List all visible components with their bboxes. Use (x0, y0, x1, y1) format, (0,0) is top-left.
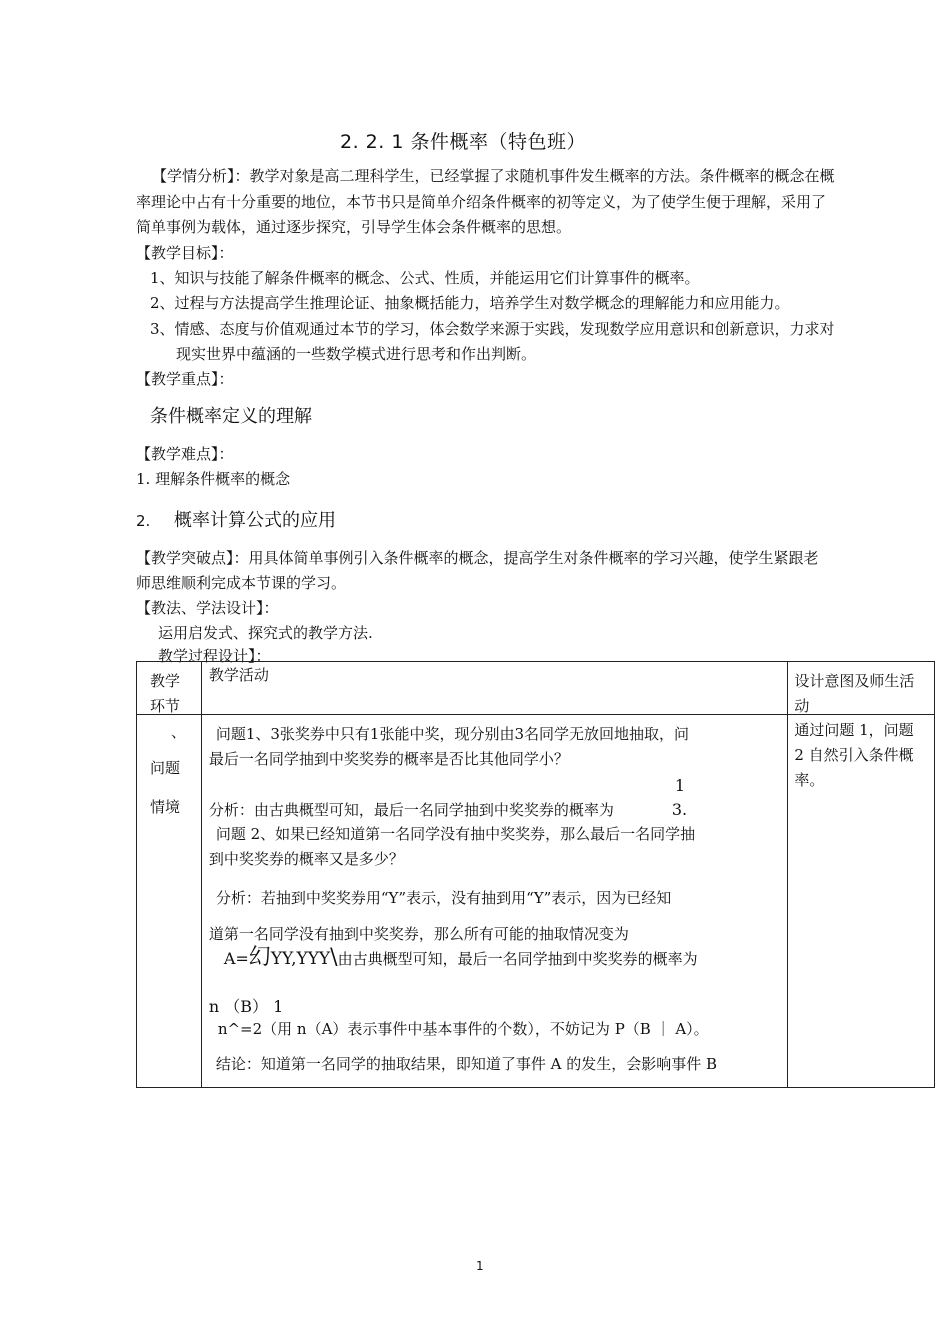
breakthrough-line-1: 【教学突破点】：用具体简单事例引入条件概率的概念，提高学生对条件概率的学习兴趣，使学生紧跟老 (136, 549, 819, 567)
header-stage-line-1: 教学 (150, 672, 181, 690)
analysis-2-line-1: 分析：若抽到中奖奖券用“Y”表示，没有抽到用“Y”表示，因为已经知 (215, 889, 672, 907)
analysis-1-text: 分析：由古典概型可知，最后一名同学抽到中奖奖券的概率为 (208, 801, 614, 819)
analysis-line-3: 简单事例为载体，通过逐步探究，引导学生体会条件概率的思想。 (136, 218, 572, 236)
question-1-line-2: 最后一名同学抽到中奖奖券的概率是否比其他同学小？ (208, 750, 569, 768)
question-1-line-1: 问题1、3张奖券中只有1张能中奖，现分别由3名同学无放回地抽取，问 (215, 725, 690, 743)
difficulty-item-2-number: 2. (136, 512, 151, 530)
table-row (137, 715, 935, 1088)
analysis-2-line-2: 道第一名同学没有抽到中奖奖券，那么所有可能的抽取情况变为 (208, 925, 629, 943)
formula-top: n （B） 1 (208, 997, 284, 1016)
difficulty-item-2-text: 概率计算公式的应用 (174, 510, 336, 531)
header-activity-cell (201, 662, 788, 715)
goal-item-1: 1、知识与技能了解条件概率的概念、公式、性质，并能运用它们计算事件的概率。 (150, 269, 700, 287)
set-prefix: A= (223, 949, 249, 968)
key-points-heading: 【教学重点】： (136, 370, 234, 388)
fraction-numerator: 1 (674, 776, 686, 795)
formula-line: n^=2（用 n（A）表示事件中基本事件的个数），不妨记为 P（B ｜ A）。 (217, 1020, 709, 1038)
design-intent-cell (788, 715, 935, 1088)
analysis-line-1: 【学情分析】：教学对象是高二理科学生，已经掌握了求随机事件发生概率的方法。条件概率的概念在概 (152, 167, 835, 185)
fraction-denominator: 3. (671, 800, 688, 819)
difficulties-heading: 【教学难点】： (136, 445, 234, 463)
design-line-2: 2 自然引入条件概 (794, 746, 914, 764)
stage-cell (137, 715, 202, 1088)
key-points-content: 条件概率定义的理解 (150, 406, 312, 427)
set-glyph: 幻 (248, 945, 271, 970)
set-items: YY,YYY (270, 949, 331, 969)
lesson-process-table (136, 661, 935, 1088)
activity-cell (201, 715, 788, 1088)
goal-item-3-line-1: 3、情感、态度与价值观通过本节的学习，体会数学来源于实践，发现数学应用意识和创新意识，力求对 (150, 320, 835, 338)
process-heading: 教学过程设计】： (158, 647, 271, 665)
header-design-line-2: 动 (794, 697, 810, 715)
page-number: 1 (476, 1259, 484, 1273)
page-title: 2. 2. 1 条件概率（特色班） (340, 131, 586, 153)
set-followup-text: 由古典概型可知，最后一名同学抽到中奖奖券的概率为 (337, 950, 698, 968)
table-header-row (137, 662, 935, 715)
set-brace-glyph: \ (330, 945, 338, 970)
design-line-3: 率。 (794, 771, 825, 789)
method-content: 运用启发式、探究式的教学方法. (158, 624, 373, 642)
question-2-line-1: 问题 2、如果已经知道第一名同学没有抽中奖奖券，那么最后一名同学抽 (215, 825, 696, 843)
difficulty-item-1: 1. 理解条件概率的概念 (136, 470, 291, 488)
analysis-line-2: 率理论中占有十分重要的地位，本节书只是简单介绍条件概率的初等定义，为了使学生便于理解，采用了 (136, 193, 827, 211)
breakthrough-line-2: 师思维顺利完成本节课的学习。 (136, 574, 347, 592)
method-heading: 【教法、学法设计】： (136, 599, 279, 617)
header-activity-label: 教学活动 (208, 666, 269, 684)
goal-item-2: 2、过程与方法提高学生推理论证、抽象概括能力，培养学生对数学概念的理解能力和应用能力。 (150, 294, 790, 312)
goal-item-3-line-2: 现实世界中蕴涵的一些数学模式进行思考和作出判断。 (176, 345, 537, 363)
question-2-line-2: 到中奖奖券的概率又是多少？ (208, 850, 404, 868)
goals-heading: 【教学目标】： (136, 244, 234, 262)
header-stage-cell (137, 662, 202, 715)
stage-mark: 、 (171, 723, 187, 741)
stage-line-1: 问题 (150, 759, 181, 777)
sample-space-line (224, 943, 698, 974)
design-line-1: 通过问题 1，问题 (794, 721, 914, 739)
header-stage-line-2: 环节 (150, 697, 181, 715)
conclusion-line: 结论：知道第一名同学的抽取结果，即知道了事件 A 的发生，会影响事件 B (215, 1055, 717, 1073)
header-design-cell (788, 662, 935, 715)
header-design-line-1: 设计意图及师生活 (794, 672, 915, 690)
stage-line-2: 情境 (150, 798, 181, 816)
